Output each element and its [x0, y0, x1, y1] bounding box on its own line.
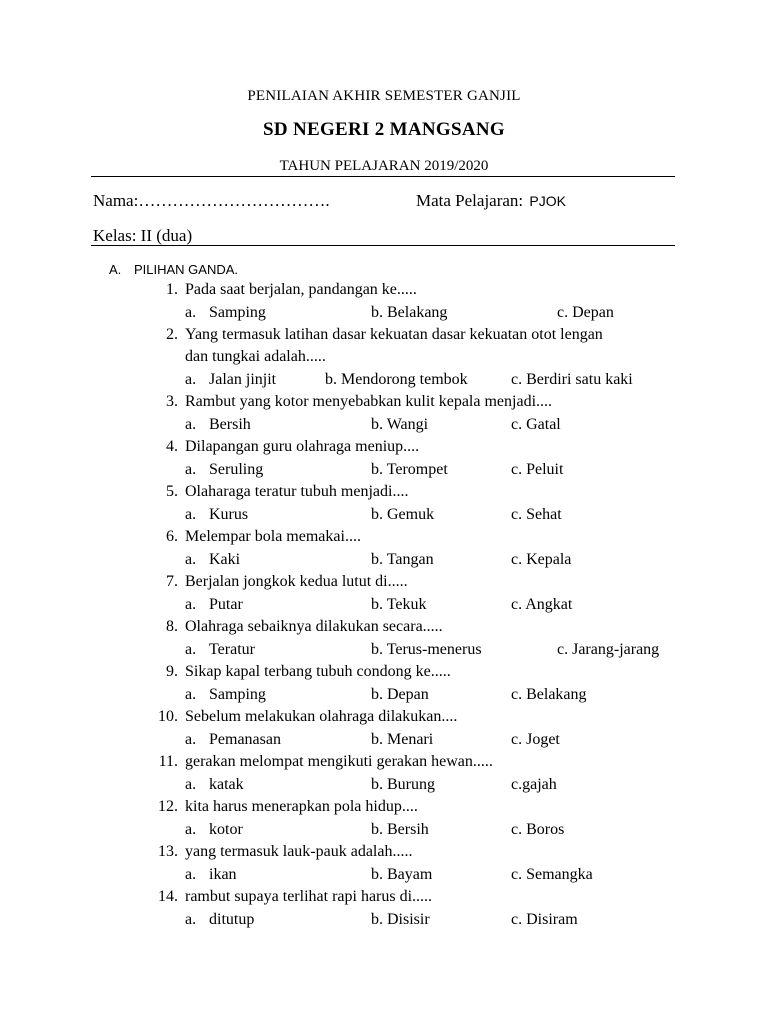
question-text: Melempar bola memakai....: [185, 528, 361, 545]
option-b: b. Menari: [371, 731, 434, 748]
question-text: Dilapangan guru olahraga meniup....: [185, 438, 420, 455]
option-a-marker: a.: [185, 731, 197, 748]
option-b: b. Tekuk: [371, 596, 427, 613]
option-c: c. Angkat: [511, 596, 573, 613]
question-number: 7.: [166, 573, 178, 590]
option-a: Putar: [209, 596, 243, 613]
option-b: b. Wangi: [371, 416, 429, 433]
question-text: yang termasuk lauk-pauk adalah.....: [185, 843, 413, 860]
option-a-marker: a.: [185, 911, 197, 928]
section-title: PILIHAN GANDA.: [134, 262, 239, 277]
question-number: 9.: [166, 663, 178, 680]
option-a: Seruling: [209, 461, 264, 478]
question-number: 12.: [158, 798, 178, 815]
question-text: Rambut yang kotor menyebabkan kulit kepala menjadi....: [185, 393, 553, 410]
question-number: 8.: [166, 618, 178, 635]
question-number: 6.: [166, 528, 178, 545]
question-number: 2.: [166, 326, 178, 343]
question-text: kita harus menerapkan pola hidup....: [185, 798, 418, 815]
option-a: Pemanasan: [209, 731, 281, 748]
option-a-marker: a.: [185, 866, 197, 883]
subject-value: PJOK: [529, 193, 566, 209]
option-c: c. Disiram: [511, 911, 578, 928]
option-a-marker: a.: [185, 821, 197, 838]
option-a-marker: a.: [185, 304, 197, 321]
question-text: gerakan melompat mengikuti gerakan hewan.....: [185, 753, 493, 770]
option-c: c. Gatal: [511, 416, 561, 433]
option-b: b. Mendorong tembok: [325, 371, 468, 388]
option-b: b. Tangan: [371, 551, 434, 568]
option-a-marker: a.: [185, 551, 197, 568]
question-text: Pada saat berjalan, pandangan ke.....: [185, 281, 417, 298]
option-a: Samping: [209, 304, 266, 321]
question-number: 14.: [158, 888, 178, 905]
option-b: b. Terus-menerus: [371, 641, 482, 658]
header-divider: [91, 176, 675, 177]
subject-field: [416, 191, 566, 211]
exam-title: PENILAIAN AKHIR SEMESTER GANJIL: [247, 88, 521, 104]
question-number: 3.: [166, 393, 178, 410]
option-a-marker: a.: [185, 686, 197, 703]
question-number: 5.: [166, 483, 178, 500]
question-number: 13.: [158, 843, 178, 860]
option-a-marker: a.: [185, 506, 197, 523]
option-a-marker: a.: [185, 416, 197, 433]
subject-label: Mata Pelajaran:: [416, 191, 524, 210]
section-letter: A.: [109, 262, 122, 277]
name-field: Nama:…………………………….: [93, 191, 330, 210]
option-c: c. Sehat: [511, 506, 562, 523]
option-a-marker: a.: [185, 461, 197, 478]
option-a: Jalan jinjit: [209, 371, 277, 388]
option-b: b. Burung: [371, 776, 435, 793]
option-a: kotor: [209, 821, 243, 838]
option-c: c. Kepala: [511, 551, 572, 568]
option-c: c.gajah: [511, 776, 557, 793]
option-a-marker: a.: [185, 641, 197, 658]
option-a-marker: a.: [185, 596, 197, 613]
option-b: b. Depan: [371, 686, 429, 703]
class-field: Kelas: II (dua): [93, 226, 193, 245]
option-a: katak: [209, 776, 244, 793]
question-number: 11.: [158, 753, 178, 770]
option-a: Bersih: [209, 416, 251, 433]
option-a: Kaki: [209, 551, 241, 568]
option-b: b. Disisir: [371, 911, 430, 928]
option-c: c. Joget: [511, 731, 560, 748]
option-c: c. Peluit: [511, 461, 564, 478]
question-text: Berjalan jongkok kedua lutut di.....: [185, 573, 408, 590]
option-c: c. Jarang-jarang: [557, 641, 660, 658]
option-c: c. Semangka: [511, 866, 593, 883]
question-text: Olahraga sebaiknya dilakukan secara.....: [185, 618, 443, 635]
option-b: b. Bersih: [371, 821, 429, 838]
question-text: Yang termasuk latihan dasar kekuatan dasar kekuatan otot lengan: [185, 326, 603, 343]
option-c: c. Boros: [511, 821, 565, 838]
option-a-marker: a.: [185, 776, 197, 793]
option-a: ditutup: [209, 911, 255, 928]
question-number: 10.: [158, 708, 178, 725]
option-a: ikan: [209, 866, 237, 883]
option-b: b. Gemuk: [371, 506, 435, 523]
question-number: 1.: [166, 281, 178, 298]
question-text: Sebelum melakukan olahraga dilakukan....: [185, 708, 458, 725]
option-a-marker: a.: [185, 371, 197, 388]
question-text: Olaharaga teratur tubuh menjadi....: [185, 483, 409, 500]
info-divider: [91, 245, 675, 246]
option-a: Kurus: [209, 506, 249, 523]
option-a: Samping: [209, 686, 266, 703]
question-text: Sikap kapal terbang tubuh condong ke.....: [185, 663, 451, 680]
question-text: dan tungkai adalah.....: [185, 348, 326, 365]
option-c: c. Belakang: [511, 686, 587, 703]
option-b: b. Terompet: [371, 461, 448, 478]
academic-year: TAHUN PELAJARAN 2019/2020: [279, 158, 489, 174]
option-c: c. Berdiri satu kaki: [511, 371, 633, 388]
option-b: b. Belakang: [371, 304, 448, 321]
question-text: rambut supaya terlihat rapi harus di.....: [185, 888, 433, 905]
option-b: b. Bayam: [371, 866, 433, 883]
option-a: Teratur: [209, 641, 255, 658]
question-number: 4.: [166, 438, 178, 455]
school-name: SD NEGERI 2 MANGSANG: [263, 119, 505, 140]
option-c: c. Depan: [557, 304, 614, 321]
